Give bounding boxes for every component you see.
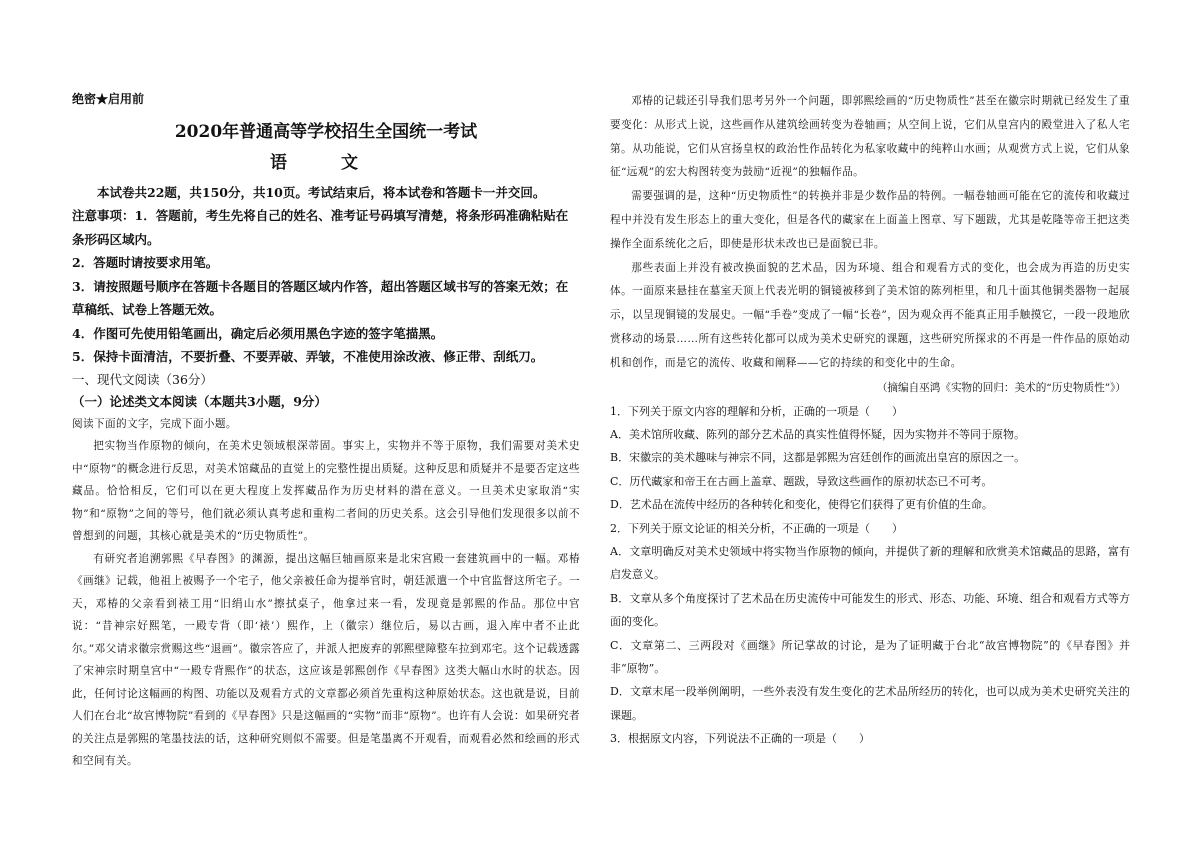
- answer-option: C．历代藏家和帝王在古画上盖章、题跋，导致这些画作的原初状态已不可考。: [610, 474, 993, 488]
- passage-paragraph: 邓椿的记载还引导我们思考另外一个问题，即郭熙绘画的“历史物质性”甚至在徽宗时期就已经发生了重要变化：从形式上说，这些画作从建筑绘画转变为卷轴画；从空间上说，它们从皇宫内的殿堂进入了私人宅第。从功能说，它们从宫扬皇权的政治性作品转化为私家收藏中的纯粹山水画；从观赏方式上说，它们从象征“远观”的宏大构图转变为鼓励“近视”的独幅作品。: [610, 95, 1130, 179]
- confidential-label: 绝密★启用前: [72, 92, 145, 106]
- passage-paragraph: 有研究者追溯郭熙《早春图》的渊源，提出这幅巨轴画原来是北宋宫殿一套建筑画中的一幅。邓椿《画继》记载，他祖上被赐予一个宅子，他父亲被任命为提举官时，朝廷派遣一个中官监督这所宅子。一天，邓椿的父亲看到裱工用“旧绢山水”擦拭桌子，他拿过来一看，发现竟是郭熙的作品。那位中官说：“昔神宗好熙笔，一殿专背（即‘裱’）熙作，上（徽宗）继位后，易以古画，退入库中者不止此尔。”邓父请求徽宗赏赐这些“退画”。徽宗答应了，并派人把废弃的郭熙壁障整车拉到邓宅。这个记载透露了宋神宗时期皇宫中“一殿专背熙作”的状态，这应该是郭熙创作《早春图》这类大幅山水时的状态。因此，任何讨论这幅画的构图、功能以及观看方式的文章都必须首先重构这种原始状态。这也就是说，目前人们在台北“故宫博物院”看到的《早春图》只是这幅画的“实物”而非“原物”。也许有人会说：如果研究者的关注点是郭熙的笔墨技法的话，这种研究则似不需要。但是笔墨离不开观看，而观看必然和绘画的形式和空间有关。: [72, 552, 580, 767]
- question-stem: 2．下列关于原文论证的相关分析，不正确的一项是（ ）: [610, 521, 903, 535]
- question-list: [610, 400, 1130, 751]
- answer-option: A．文章明确反对美术史领域中将实物当作原物的倾向，并提供了新的理解和欣赏美术馆藏品的思路，富有启发意义。: [610, 545, 1130, 582]
- notice-item: 4．作图可先使用铅笔画出，确定后必须用黑色字迹的签字笔描黑。: [72, 325, 444, 341]
- passage-paragraph: 把实物当作原物的倾向，在美术史领域根深蒂固。事实上，实物并不等于原物，我们需要对美术史中“原物”的概念进行反思，对美术馆藏品的直觉上的完整性提出质疑。这种反思和质疑并不是要否定这些藏品。恰恰相反，它们可以在更大程度上发挥藏品作为历史材料的潜在意义。一旦美术史家取消“实物”和“原物”之间的等号，他们就必须认真考虑和重构二者间的历史关系。这会引导他们发现很多以前不曾想到的问题，其核心就是美术的“历史物质性”。: [72, 440, 580, 542]
- exam-intro: 本试卷共22题，共150分，共10页。考试结束后，将本试卷和答题卡一并交回。: [97, 185, 546, 200]
- passage-paragraph: 需要强调的是，这种“历史物质性”的转换并非是少数作品的特例。一幅卷轴画可能在它的流传和收藏过程中并没有发生形态上的重大变化，但是各代的藏家在上面盖上图章、写下题跋，尤其是乾隆等帝王把这类操作全面系统化之后，即使是形状未改也已是面貌已非。: [610, 190, 1130, 250]
- notice-item: 注意事项：1．答题前，考生先将自己的姓名、准考证号码填写清楚，将条形码准确粘贴在条形码区域内。: [72, 208, 569, 247]
- notice-item: 5．保持卡面清洁，不要折叠、不要弄破、弄皱，不准使用涂改液、修正带、刮纸刀。: [72, 349, 544, 364]
- answer-option: C．文章第二、三两段对《画继》所记掌故的讨论，是为了证明藏于台北“故宫博物院”的《早春图》并非“原物”。: [610, 638, 1130, 676]
- passage-paragraph: 那些表面上并没有被改换面貌的艺术品，因为环境、组合和观看方式的变化，也会成为再造的历史实体。一面原来悬挂在墓室天顶上代表光明的铜镜被移到了美术馆的陈列柜里，和几十面其他铜类器物一起展示，以呈现铜镜的发展史。一幅“手卷”变成了一幅“长卷”，因为观众再不能真正用手触摸它，一段一段地欣赏移动的场景……所有这些转化都可以成为美术史研究的课题，这些研究所探求的不再是一件作品的原始动机和创作，而是它的流传、收藏和阐释——它的持续的和变化中的生命。: [610, 261, 1130, 369]
- answer-option: D．艺术品在流传中经历的各种转化和变化，使得它们获得了更有价值的生命。: [610, 498, 993, 512]
- answer-option: B．文章从多个角度探讨了艺术品在历史流传中可能发生的形式、形态、功能、环境、组合和观看方式等方面的变化。: [610, 591, 1130, 629]
- question-stem: 1．下列关于原文内容的理解和分析，正确的一项是（ ）: [610, 404, 903, 418]
- section-heading: 一、现代文阅读（36分）: [72, 371, 213, 387]
- answer-option: B．宋徽宗的美术趣味与神宗不同，这都是郭熙为宫廷创作的画流出皇宫的原因之一。: [610, 451, 1026, 465]
- subsection-heading: （一）论述类文本阅读（本题共3小题，9分）: [72, 393, 327, 409]
- notice-item: 2．答题时请按要求用笔。: [72, 255, 219, 270]
- reading-instruction: 阅读下面的文字，完成下面小题。: [72, 417, 237, 430]
- notice-list: [72, 204, 580, 369]
- notice-item: 3．请按照题号顺序在答题卡各题目的答题区域内作答，超出答题区域书写的答案无效；在草稿纸、试卷上答题无效。: [72, 278, 569, 317]
- passage-source: （摘编自巫鸿《实物的回归：美术的“历史物质性”》）: [876, 381, 1126, 394]
- answer-option: D．文章末尾一段举例阐明，一些外表没有发生变化的艺术品所经历的转化，也可以成为美术史研究关注的课题。: [610, 685, 1130, 722]
- answer-option: A．美术馆所收藏、陈列的部分艺术品的真实性值得怀疑，因为实物并不等同于原物。: [610, 427, 1025, 441]
- left-column: [72, 90, 580, 773]
- question-stem: 3．根据原文内容，下列说法不正确的一项是（ ）: [610, 732, 870, 746]
- subject-title: 语 文: [270, 153, 382, 173]
- right-column: [610, 90, 1130, 751]
- exam-title: 2020年普通高等学校招生全国统一考试: [174, 122, 478, 142]
